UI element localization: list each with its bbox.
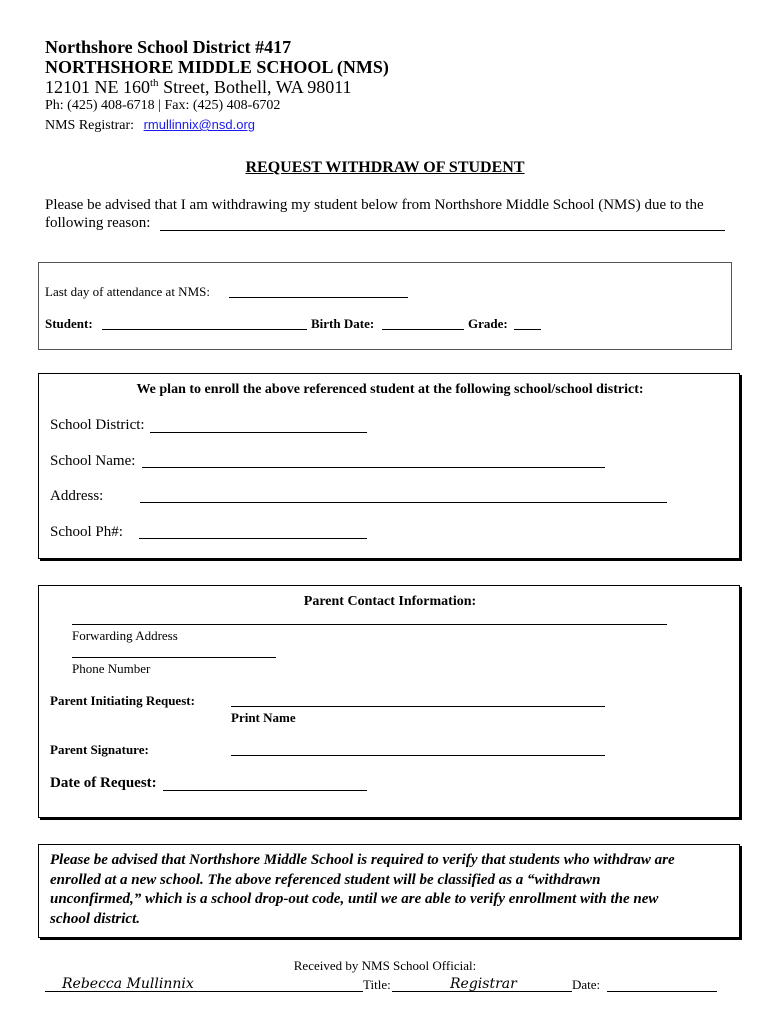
- address-prefix: 12101 NE 160: [45, 77, 150, 97]
- school-name-field[interactable]: [142, 467, 605, 468]
- student-info-box: [38, 262, 732, 350]
- reason-field[interactable]: [160, 230, 725, 231]
- grade-label: Grade:: [468, 316, 508, 331]
- registrar-email-link[interactable]: rmullinnix@nsd.org: [143, 117, 256, 132]
- address-field[interactable]: [140, 502, 667, 503]
- date-of-request-label: Date of Request:: [50, 775, 157, 791]
- official-name: Rebecca Mullinnix: [62, 976, 194, 992]
- address-label: Address:: [50, 488, 104, 504]
- phone-number-label: Phone Number: [72, 661, 151, 676]
- phone-number-field[interactable]: [72, 657, 276, 658]
- form-title: REQUEST WITHDRAW OF STUDENT: [245, 159, 525, 176]
- parent-heading: Parent Contact Information:: [303, 594, 477, 609]
- student-name-field[interactable]: [102, 329, 307, 330]
- school-phone-label: School Ph#:: [50, 524, 123, 540]
- notice-line-3: unconfirmed,” which is a school drop-out code, until we are able to verify enrollment with the new: [50, 891, 659, 907]
- intro-line-1: Please be advised that I am withdrawing my student below from Northshore Middle School (NMS) due to the: [45, 197, 704, 213]
- phone-fax: Ph: (425) 408-6718 | Fax: (425) 408-6702: [45, 98, 281, 113]
- forwarding-address-label: Forwarding Address: [72, 628, 178, 643]
- last-day-label: Last day of attendance at NMS:: [45, 284, 210, 299]
- parent-initiating-field[interactable]: [231, 706, 605, 707]
- parent-signature-field[interactable]: [231, 755, 605, 756]
- date-label: Date:: [572, 977, 601, 992]
- school-name-label: School Name:: [50, 453, 136, 469]
- date-of-request-field[interactable]: [163, 790, 367, 791]
- grade-field[interactable]: [514, 329, 541, 330]
- school-name: NORTHSHORE MIDDLE SCHOOL (NMS): [45, 57, 389, 77]
- address-sup: th: [150, 77, 159, 89]
- received-label: Received by NMS School Official:: [293, 958, 477, 973]
- birth-date-field[interactable]: [382, 329, 464, 330]
- form-title-wrap: [0, 159, 770, 177]
- enroll-heading: We plan to enroll the above referenced student at the following school/school district:: [136, 382, 644, 397]
- title-value: Registrar: [450, 976, 517, 992]
- school-phone-field[interactable]: [139, 538, 367, 539]
- school-address: [45, 77, 352, 98]
- district-name: Northshore School District #417: [45, 37, 292, 57]
- forwarding-address-field[interactable]: [72, 624, 667, 625]
- parent-signature-label: Parent Signature:: [50, 742, 149, 757]
- last-day-field[interactable]: [229, 297, 408, 298]
- print-name-label: Print Name: [231, 710, 296, 725]
- student-label: Student:: [45, 316, 93, 331]
- notice-line-4: school district.: [50, 911, 141, 927]
- parent-initiating-label: Parent Initiating Request:: [50, 693, 195, 708]
- title-label: Title:: [363, 977, 391, 992]
- intro-line-2: following reason:: [45, 215, 151, 231]
- school-district-field[interactable]: [150, 432, 367, 433]
- notice-line-1: Please be advised that Northshore Middle School is required to verify that students who withdraw are: [50, 852, 675, 868]
- address-suffix: Street, Bothell, WA 98011: [158, 77, 352, 97]
- date-field[interactable]: [607, 991, 717, 992]
- enroll-school-box: [38, 373, 740, 559]
- notice-line-2: enrolled at a new school. The above referenced student will be classified as a “withdrawn: [50, 872, 601, 888]
- school-district-label: School District:: [50, 417, 145, 433]
- birth-date-label: Birth Date:: [311, 316, 375, 331]
- registrar-line: [45, 117, 255, 134]
- registrar-label: NMS Registrar:: [45, 118, 135, 133]
